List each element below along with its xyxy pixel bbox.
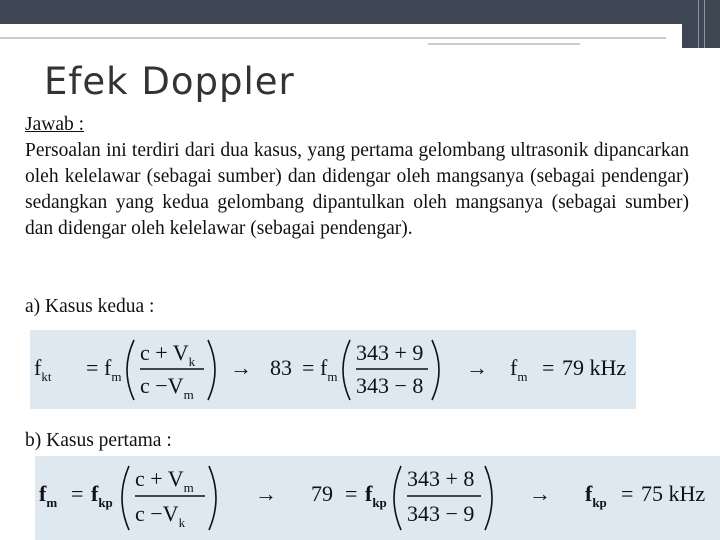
eq-b-arrow-1: → [255, 481, 277, 506]
problem-paragraph: Persoalan ini terdiri dari dua kasus, yang pertama gelombang ultrasonik dipancarkan oleh kelelawar (sebagai sumber) dan didengar oleh mangsanya (sebagai pendengar) sedangkan yang kedua gelombang dipantulkan oleh mangsanya (sebagai sumber) dan didengar oleh kelelawar (sebagai pendengar). [25, 140, 689, 239]
header-accent-line [428, 43, 580, 45]
eq-a-step-denominator: 343 − 8 [356, 373, 424, 398]
eq-a-equals: = [86, 355, 99, 380]
eq-b-step-paren-left [394, 466, 401, 530]
eq-a-arrow-1: → [230, 355, 252, 380]
slide-body [25, 112, 689, 242]
eq-a-result-f: $f_m$ [510, 355, 528, 384]
eq-b-step-numerator: 343 + 8 [407, 466, 475, 491]
eq-a-denominator: $c -V_m$ [140, 373, 194, 402]
eq-b-result-value: 75 kHz [641, 481, 706, 506]
eq-b-result-f: $f_{kp}$ [585, 481, 607, 510]
eq-a-step-value: 83 [270, 355, 292, 380]
equation-a [30, 330, 636, 409]
eq-a-step-f: $f_m$ [320, 355, 338, 384]
header-accent-line [0, 37, 666, 39]
eq-b-result-equals: = [621, 481, 634, 506]
header-bar [0, 0, 720, 24]
eq-a-f: $f_m$ [104, 355, 122, 384]
eq-b-equals: = [71, 481, 84, 506]
eq-b-step-value: 79 [311, 481, 333, 506]
eq-b-step-paren-right [485, 466, 492, 530]
eq-a-step-paren-left [343, 340, 350, 400]
equation-b [35, 456, 720, 540]
header-divider [704, 0, 705, 48]
eq-b-denominator: $c -V_k$ [135, 501, 186, 530]
eq-a-paren-left [127, 340, 134, 400]
eq-b-step-f: $f_{kp}$ [365, 481, 387, 510]
eq-a-arrow-2: → [466, 355, 488, 380]
header-corner-block [682, 0, 720, 48]
case-a-label: a) Kasus kedua : [25, 296, 155, 317]
eq-a-paren-right [208, 340, 215, 400]
eq-b-step-denominator: 343 − 9 [407, 501, 475, 526]
eq-b-paren-right [209, 466, 216, 530]
eq-a-step-numerator: 343 + 9 [356, 340, 424, 365]
slide-title: Efek Doppler [44, 60, 295, 103]
eq-a-numerator: $c + V_k$ [140, 340, 196, 369]
eq-b-paren-left [122, 466, 129, 530]
eq-b-arrow-2: → [529, 481, 551, 506]
eq-b-step-equals: = [345, 481, 358, 506]
eq-a-step-equals: = [302, 355, 315, 380]
eq-a-result-value: 79 kHz [562, 355, 627, 380]
case-b-label: b) Kasus pertama : [25, 430, 172, 451]
eq-a-result-equals: = [542, 355, 555, 380]
equation-b-box [35, 456, 720, 540]
eq-b-lhs: $f_m$ [39, 481, 58, 510]
eq-b-numerator: $c + V_m$ [135, 466, 194, 495]
eq-b-f: $f_{kp}$ [91, 481, 113, 510]
equation-a-box [30, 330, 636, 409]
eq-a-lhs: $f_{kt}$ [34, 355, 52, 384]
answer-label: Jawab : [25, 114, 85, 135]
eq-a-step-paren-right [432, 340, 439, 400]
header-divider [698, 0, 699, 48]
